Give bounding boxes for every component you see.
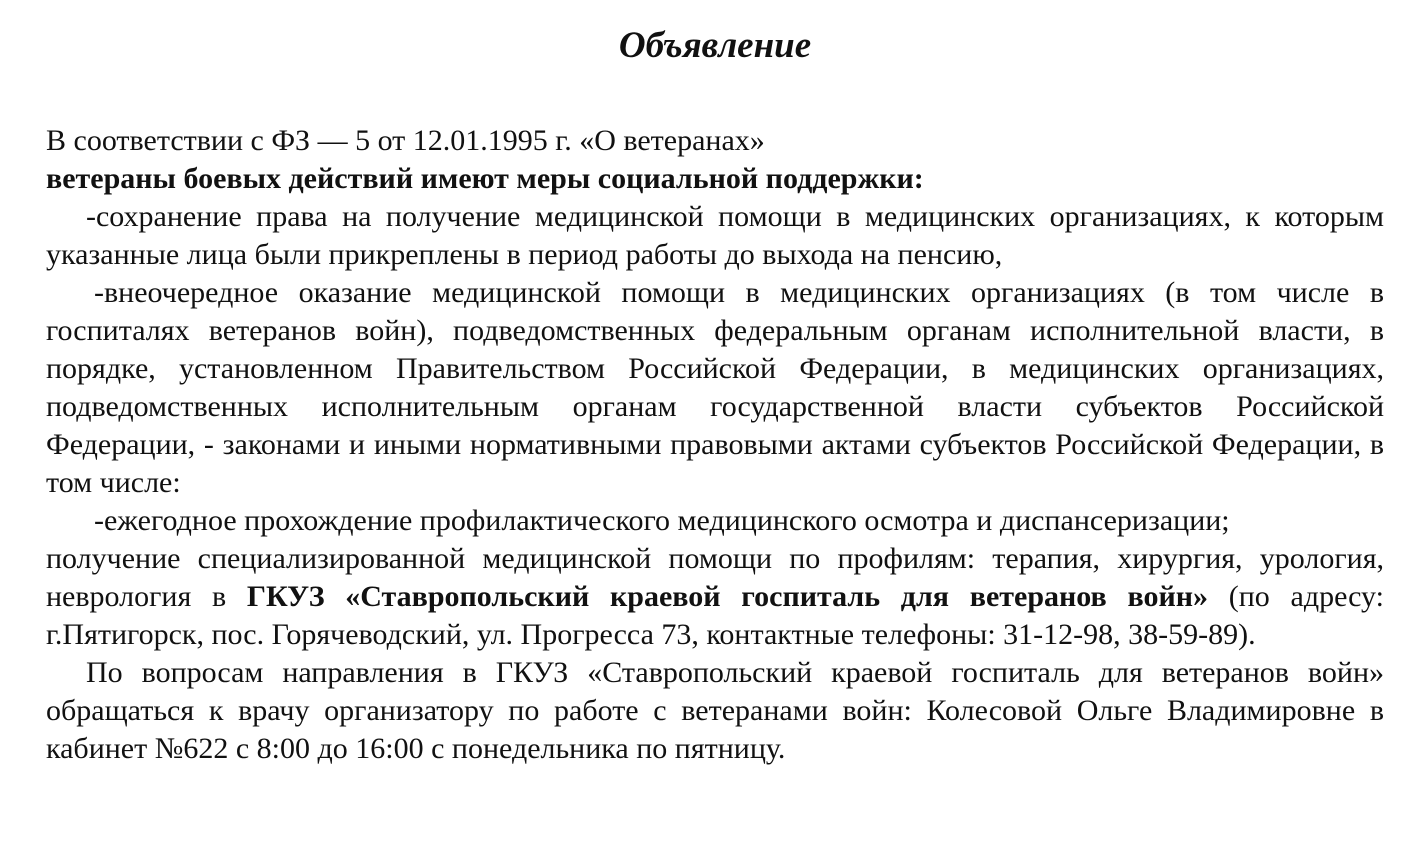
- measure-item-2: -внеочередное оказание медицинской помощи в медицинских организациях (в том числе в госпиталях ветеранов войн), подведомственных федеральным органам исполнительной власти, в порядке, установленном Правительством Российской Федерации, в медицинских организациях, подведомственных исполнительным органам государственной власти субъектов Российской Федерации, - законами и иными нормативными правовыми актами субъектов Российской Федерации, в том числе:: [46, 276, 1384, 499]
- document-body: [46, 122, 1384, 768]
- hospital-address: (по адресу: г.Пятигорск, пос. Горячеводский, ул. Прогресса 73, контактные телефоны: 31-12-98, 38-59-89).: [46, 580, 1384, 651]
- measure-item-3: -ежегодное прохождение профилактического медицинского осмотра и диспансеризации;: [94, 504, 1230, 537]
- contact-paragraph: По вопросам направления в ГКУЗ «Ставропольский краевой госпиталь для ветеранов войн» обращаться к врачу организатору по работе с ветеранами войн: Колесовой Ольге Владимировне в кабинет №622 с 8:00 до 16:00 с понедельника по пятницу.: [46, 656, 1384, 765]
- intro-bold-line: ветераны боевых действий имеют меры социальной поддержки:: [46, 162, 924, 195]
- intro-line: В соответствии с ФЗ — 5 от 12.01.1995 г. «О ветеранах»: [46, 124, 765, 157]
- measure-item-1: -сохранение права на получение медицинской помощи в медицинских организациях, к которым указанные лица были прикреплены в период работы до выхода на пенсию,: [46, 200, 1384, 271]
- measure-item-4: [46, 540, 1384, 654]
- item-4-text: получение специализированной медицинской помощи по профилям: терапия, хирургия, урология, неврология в: [46, 542, 1384, 613]
- hospital-name: ГКУЗ «Ставропольский краевой госпиталь для ветеранов войн»: [246, 580, 1209, 613]
- page-title: Объявление: [618, 25, 812, 66]
- document-page: [46, 22, 1384, 768]
